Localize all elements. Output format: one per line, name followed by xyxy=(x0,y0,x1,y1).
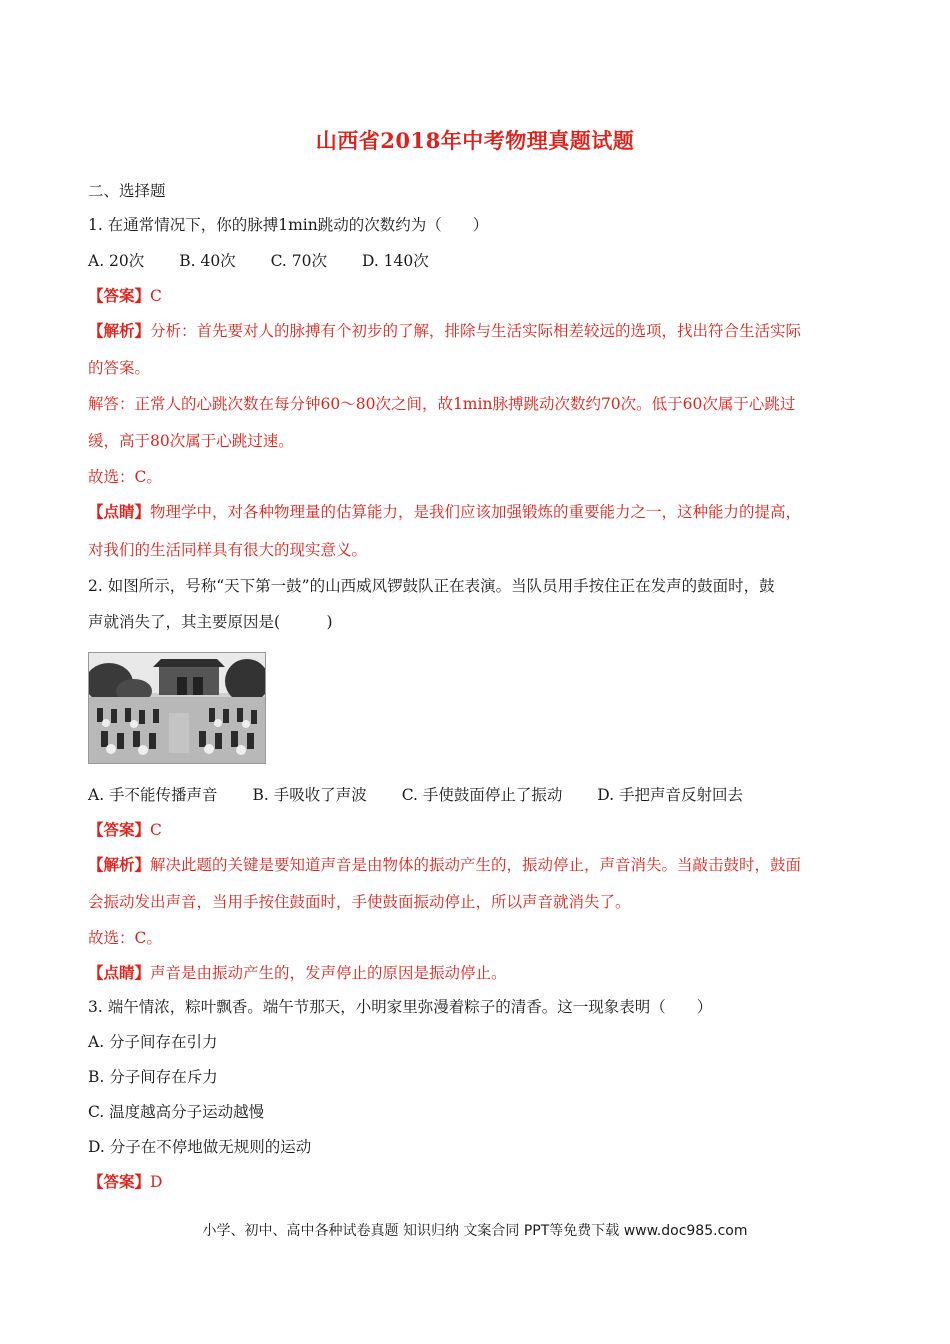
q2-option-b: B. 手吸收了声波 xyxy=(252,786,367,804)
q1-option-a: A. 20次 xyxy=(88,252,145,270)
q1-answer-value: C xyxy=(150,287,162,305)
q2-stem-line-1: 2. 如图所示，号称“天下第一鼓”的山西威风锣鼓队正在表演。当队员用手按住正在发声的鼓面时，鼓 xyxy=(88,577,775,595)
q1-solve-line-2: 缓，高于80次属于心跳过速。 xyxy=(88,432,294,450)
q1-analysis xyxy=(88,320,801,342)
q2-comment xyxy=(88,962,507,984)
q2-analysis-line-1: 解决此题的关键是要知道声音是由物体的振动产生的，振动停止，声音消失。当敲击鼓时，鼓面 xyxy=(150,856,802,874)
section-heading: 二、选择题 xyxy=(88,182,166,200)
q3-option-c: C. 温度越高分子运动越慢 xyxy=(88,1103,265,1121)
q1-comment-line-1: 物理学中，对各种物理量的估算能力，是我们应该加强锻炼的重要能力之一，这种能力的提高， xyxy=(150,503,802,521)
page-title: 山西省2018年中考物理真题试题 xyxy=(315,128,635,153)
q1-answer xyxy=(88,285,162,307)
q1-comment-line-2: 对我们的生活同样具有很大的现实意义。 xyxy=(88,541,368,559)
q3-answer-value: D xyxy=(150,1173,163,1191)
q2-comment-text: 声音是由振动产生的，发声停止的原因是振动停止。 xyxy=(150,964,507,982)
q1-analysis-tag: 【解析】 xyxy=(88,321,151,340)
q3-answer xyxy=(88,1171,162,1193)
q1-solve-line-1: 解答：正常人的心跳次数在每分钟60～80次之间，故1min脉搏跳动次数约70次。低于60次属于心跳过 xyxy=(88,395,796,413)
q2-comment-tag: 【点睛】 xyxy=(88,963,151,982)
q3-option-b: B. 分子间存在斥力 xyxy=(88,1068,218,1086)
drum-performance-photo xyxy=(88,652,266,764)
q1-comment xyxy=(88,501,801,523)
q1-analysis-line-2: 的答案。 xyxy=(88,359,151,377)
q1-answer-tag: 【答案】 xyxy=(88,286,151,305)
q3-option-d: D. 分子在不停地做无规则的运动 xyxy=(88,1138,312,1156)
q2-stem-line-2: 声就消失了，其主要原因是( ) xyxy=(88,613,333,631)
q3-stem: 3. 端午情浓，粽叶飘香。端午节那天，小明家里弥漫着粽子的清香。这一现象表明（ ） xyxy=(88,998,713,1016)
page-footer: 小学、初中、高中各种试卷真题 知识归纳 文案合同 PPT等免费下载 www.doc985.com xyxy=(202,1223,748,1239)
q1-choose: 故选：C。 xyxy=(88,468,162,486)
q2-analysis xyxy=(88,854,801,876)
q1-comment-tag: 【点睛】 xyxy=(88,502,151,521)
q2-option-a: A. 手不能传播声音 xyxy=(88,786,218,804)
q1-option-d: D. 140次 xyxy=(361,252,429,270)
q2-options xyxy=(88,784,773,806)
q3-option-a: A. 分子间存在引力 xyxy=(88,1033,218,1051)
q1-option-b: B. 40次 xyxy=(179,252,236,270)
q2-answer-tag: 【答案】 xyxy=(88,820,151,839)
q2-analysis-tag: 【解析】 xyxy=(88,855,151,874)
q1-option-c: C. 70次 xyxy=(270,252,328,270)
q2-option-c: C. 手使鼓面停止了振动 xyxy=(401,786,563,804)
q1-stem: 1. 在通常情况下，你的脉搏1min跳动的次数约为（ ） xyxy=(88,216,489,234)
q2-choose: 故选：C。 xyxy=(88,929,162,947)
q1-options xyxy=(88,250,459,272)
q1-analysis-line-1: 分析：首先要对人的脉搏有个初步的了解，排除与生活实际相差较远的选项，找出符合生活实际 xyxy=(150,322,802,340)
q3-answer-tag: 【答案】 xyxy=(88,1172,151,1191)
q2-analysis-line-2: 会振动发出声音，当用手按住鼓面时，手使鼓面振动停止，所以声音就消失了。 xyxy=(88,893,631,911)
q2-answer xyxy=(88,819,162,841)
q2-answer-value: C xyxy=(150,821,162,839)
q2-option-d: D. 手把声音反射回去 xyxy=(597,786,744,804)
